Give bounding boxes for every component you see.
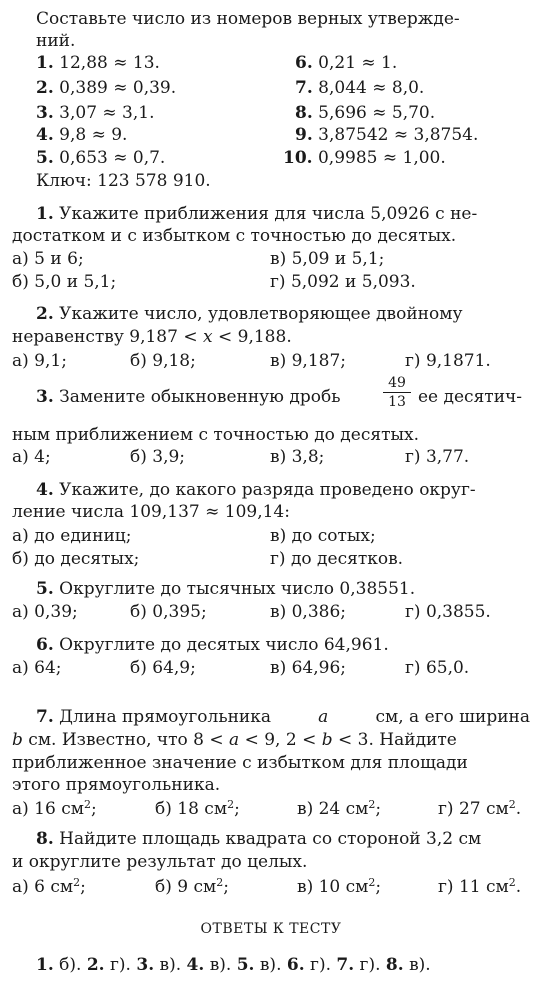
q7-option-g: г) 27 $см^2$. (438, 798, 522, 819)
q3-option-a: а) 4; (12, 447, 51, 467)
q7-option-v: в) 24 $см^2$; (297, 798, 382, 819)
q8-option-v: в) 10 $см^2$; (297, 876, 382, 897)
q5-option-b: б) 0,395; (130, 602, 207, 622)
answer-item: 8. в). (385, 955, 431, 975)
answers-line (36, 954, 431, 976)
q6-option-g: г) 65,0. (405, 658, 470, 678)
q2-option-v: в) 9,187; (270, 351, 347, 371)
q4-option-v: в) до сотых; (270, 526, 376, 546)
statement-3: 3. 3,07 ≈ 3,1. (36, 103, 155, 123)
statement-6: 6. 0,21 ≈ 1. (295, 53, 398, 73)
q5-line-1: 5. Округлите до тысячных число 0,38551. (36, 579, 416, 599)
q4-option-b: б) до десятых; (12, 549, 140, 569)
q7-option-b: б) 18 $см^2$; (155, 798, 240, 819)
q4-option-g: г) до десятков. (270, 549, 404, 569)
q1-option-v: в) 5,09 и 5,1; (270, 249, 385, 269)
q8-line-2: и округлите результат до целых. (12, 852, 308, 872)
answer-item: 4. в). (186, 955, 232, 975)
q1-option-a: а) 5 и 6; (12, 249, 84, 269)
q8-line-1: 8. Найдите площадь квадрата со стороной 3,2 см (36, 829, 482, 849)
q7-line-3: приближенное значение с избытком для площади (12, 753, 468, 773)
q7-line-2: b см. Известно, что 8 < a < 9, 2 < b < 3. Найдите (12, 730, 457, 750)
answer-item: 5. в). (236, 955, 282, 975)
intro-line-2: ний. (36, 31, 76, 51)
q3-option-v: в) 3,8; (270, 447, 325, 467)
q5-option-v: в) 0,386; (270, 602, 347, 622)
q4-option-a: а) до единиц; (12, 526, 132, 546)
answer-item: 6. г). (286, 955, 331, 975)
q3-line-1b: ее десятич- (418, 387, 523, 407)
q6-option-b: б) 64,9; (130, 658, 196, 678)
q2-line-1: 2. Укажите число, удовлетворяющее двойному (36, 304, 463, 324)
answer-item: 7. г). (336, 955, 381, 975)
q3-fraction-numerator: 49 (388, 375, 406, 391)
q1-option-g: г) 5,092 и 5,093. (270, 272, 416, 292)
intro-key: Ключ: 123 578 910. (36, 171, 211, 191)
q8-option-b: б) 9 $см^2$; (155, 876, 229, 897)
q4-line-2: ление числа 109,137 ≈ 109,14: (12, 502, 290, 522)
q3-fraction-bar (383, 392, 411, 393)
q7-option-a: а) 16 $см^2$; (12, 798, 97, 819)
q2-option-b: б) 9,18; (130, 351, 196, 371)
q2-option-a: а) 9,1; (12, 351, 67, 371)
q8-option-g: г) 11 $см^2$. (438, 876, 522, 897)
q1-line-1: 1. Укажите приближения для числа 5,0926 с не- (36, 204, 478, 224)
statement-10: 10. 0,9985 ≈ 1,00. (283, 148, 446, 168)
q3-line-2: ным приближением с точностью до десятых. (12, 425, 420, 445)
q5-option-g: г) 0,3855. (405, 602, 491, 622)
q1-option-b: б) 5,0 и 5,1; (12, 272, 117, 292)
answer-item: 1. б). (36, 955, 82, 975)
q7-line-4: этого прямоугольника. (12, 775, 221, 795)
statement-7: 7. 8,044 ≈ 8,0. (295, 78, 425, 98)
q3-line-1a: 3. Замените обыкновенную дробь (36, 387, 341, 407)
intro-line-1: Составьте число из номеров верных утвержде- (36, 9, 460, 29)
answers-heading: ОТВЕТЫ К ТЕСТУ (200, 921, 342, 937)
statement-8: 8. 5,696 ≈ 5,70. (295, 103, 436, 123)
statement-4: 4. 9,8 ≈ 9. (36, 125, 128, 145)
q6-option-a: а) 64; (12, 658, 62, 678)
answer-item: 2. г). (86, 955, 131, 975)
statement-2: 2. 0,389 ≈ 0,39. (36, 78, 177, 98)
q7-line-1: 7. Длина прямоугольника a см, а его ширина (36, 707, 530, 727)
q2-line-2: неравенству 9,187 < x < 9,188. (12, 327, 292, 347)
statement-1: 1. 12,88 ≈ 13. (36, 53, 160, 73)
q6-line-1: 6. Округлите до десятых число 64,961. (36, 635, 389, 655)
q3-option-g: г) 3,77. (405, 447, 470, 467)
statement-5: 5. 0,653 ≈ 0,7. (36, 148, 166, 168)
q1-line-2: достатком и с избытком с точностью до десятых. (12, 226, 457, 246)
q2-option-g: г) 9,1871. (405, 351, 491, 371)
q3-fraction-denominator: 13 (388, 394, 406, 410)
q3-fraction (383, 375, 411, 410)
q6-option-v: в) 64,96; (270, 658, 347, 678)
q8-option-a: а) 6 $см^2$; (12, 876, 86, 897)
statement-9: 9. 3,87542 ≈ 3,8754. (295, 125, 479, 145)
q4-line-1: 4. Укажите, до какого разряда проведено округ- (36, 480, 476, 500)
q3-option-b: б) 3,9; (130, 447, 186, 467)
answer-item: 3. в). (136, 955, 182, 975)
q5-option-a: а) 0,39; (12, 602, 78, 622)
